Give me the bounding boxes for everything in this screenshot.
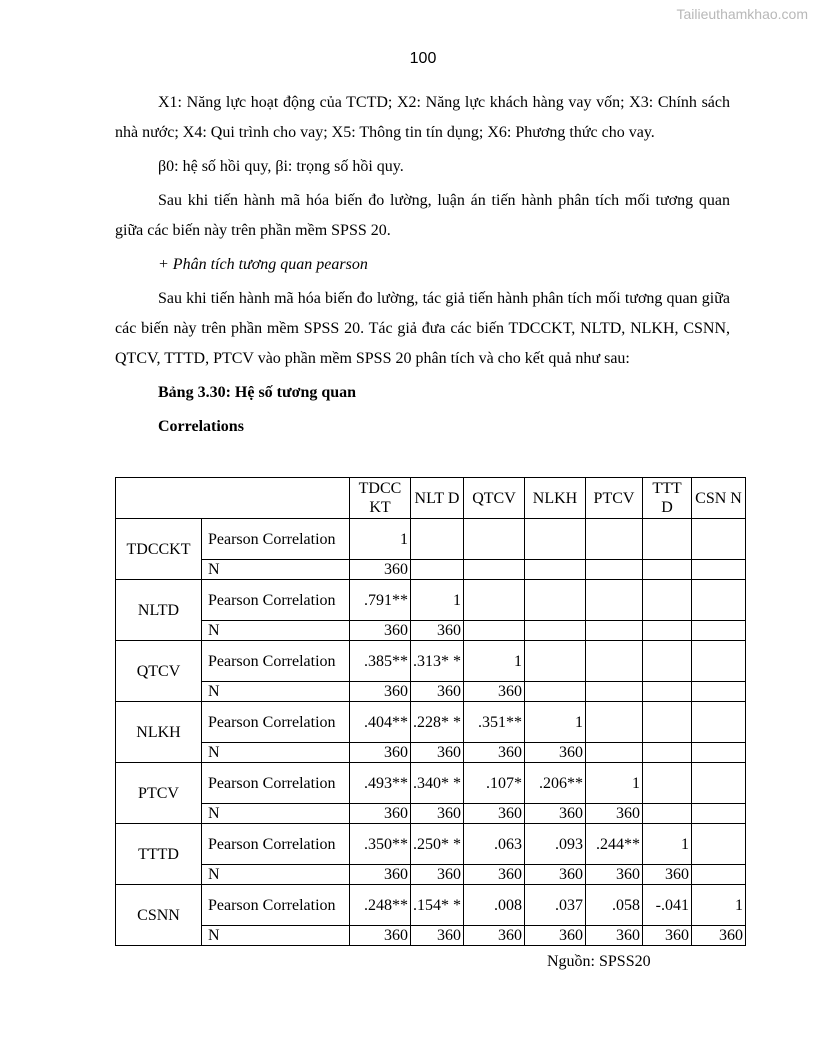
statistic-label: Pearson Correlation: [202, 885, 350, 926]
pearson-value-cell: .313* *: [411, 641, 464, 682]
n-value-cell: 360: [350, 804, 411, 824]
column-header: QTCV: [464, 478, 525, 519]
row-variable-name: CSNN: [116, 885, 202, 946]
table-row-n: [116, 926, 746, 946]
pearson-value-cell: [464, 519, 525, 560]
table-row-n: [116, 621, 746, 641]
pearson-value-cell: .154* *: [411, 885, 464, 926]
n-value-cell: 360: [350, 682, 411, 702]
pearson-value-cell: [692, 641, 746, 682]
pearson-value-cell: [692, 702, 746, 743]
statistic-label: Pearson Correlation: [202, 763, 350, 804]
pearson-value-cell: .206**: [525, 763, 586, 804]
table-row-n: [116, 682, 746, 702]
table-row-pearson: [116, 763, 746, 804]
pearson-value-cell: [692, 580, 746, 621]
n-value-cell: 360: [464, 926, 525, 946]
pearson-value-cell: .107*: [464, 763, 525, 804]
statistic-label: N: [202, 560, 350, 580]
pearson-value-cell: .093: [525, 824, 586, 865]
statistic-label: N: [202, 743, 350, 763]
pearson-value-cell: .385**: [350, 641, 411, 682]
n-value-cell: [643, 743, 692, 763]
row-variable-name: TDCCKT: [116, 519, 202, 580]
pearson-value-cell: .063: [464, 824, 525, 865]
column-header: PTCV: [586, 478, 643, 519]
body-text: [115, 88, 730, 446]
n-value-cell: [643, 682, 692, 702]
n-value-cell: [586, 743, 643, 763]
n-value-cell: 360: [586, 865, 643, 885]
pearson-value-cell: 1: [643, 824, 692, 865]
pearson-value-cell: [411, 519, 464, 560]
n-value-cell: 360: [464, 682, 525, 702]
n-value-cell: 360: [411, 621, 464, 641]
pearson-value-cell: [586, 519, 643, 560]
pearson-value-cell: .340* *: [411, 763, 464, 804]
row-variable-name: TTTD: [116, 824, 202, 885]
table-row-pearson: [116, 641, 746, 682]
pearson-value-cell: 1: [411, 580, 464, 621]
pearson-value-cell: 1: [464, 641, 525, 682]
n-value-cell: 360: [525, 865, 586, 885]
table-title: Bảng 3.30: Hệ số tương quan: [158, 384, 357, 401]
pearson-value-cell: [643, 519, 692, 560]
pearson-value-cell: .058: [586, 885, 643, 926]
statistic-label: Pearson Correlation: [202, 702, 350, 743]
pearson-value-cell: .250* *: [411, 824, 464, 865]
n-value-cell: 360: [525, 804, 586, 824]
n-value-cell: [692, 621, 746, 641]
n-value-cell: [692, 743, 746, 763]
n-value-cell: 360: [350, 865, 411, 885]
statistic-label: Pearson Correlation: [202, 519, 350, 560]
paragraph-analysis-intro: Sau khi tiến hành mã hóa biến đo lường, luận án tiến hành phân tích mối tương quan giữa các biến này trên phần mềm SPSS 20.: [115, 192, 730, 239]
statistic-label: Pearson Correlation: [202, 641, 350, 682]
pearson-value-cell: [692, 519, 746, 560]
row-variable-name: PTCV: [116, 763, 202, 824]
n-value-cell: [464, 560, 525, 580]
column-header: TDCC KT: [350, 478, 411, 519]
n-value-cell: 360: [411, 804, 464, 824]
n-value-cell: [692, 682, 746, 702]
source-note: Nguồn: SPSS20: [547, 953, 651, 970]
pearson-value-cell: 1: [692, 885, 746, 926]
pearson-value-cell: .248**: [350, 885, 411, 926]
pearson-value-cell: .244**: [586, 824, 643, 865]
table-row-pearson: [116, 580, 746, 621]
table-row-pearson: [116, 885, 746, 926]
n-value-cell: [692, 865, 746, 885]
n-value-cell: [525, 621, 586, 641]
n-value-cell: 360: [692, 926, 746, 946]
paragraph-coefficients: β0: hệ số hồi quy, βi: trọng số hồi quy.: [158, 158, 404, 175]
n-value-cell: 360: [350, 743, 411, 763]
paragraph-pearson-description: Sau khi tiến hành mã hóa biến đo lường, tác giả tiến hành phân tích mối tương quan giữa các biến này trên phần mềm SPSS 20. Tác giả đưa các biến TDCCKT, NLTD, NLKH, CSNN, QTCV, TTTD, PTCV vào phần mềm SPSS 20 phân tích và cho kết quả như sau:: [115, 290, 730, 367]
watermark: Tailieuthamkhao.com: [676, 6, 808, 22]
n-value-cell: 360: [411, 682, 464, 702]
pearson-value-cell: [586, 580, 643, 621]
table-row-pearson: [116, 519, 746, 560]
table-row-pearson: [116, 824, 746, 865]
correlations-table: [115, 477, 746, 946]
n-value-cell: [586, 621, 643, 641]
pearson-value-cell: 1: [525, 702, 586, 743]
pearson-value-cell: [525, 641, 586, 682]
pearson-value-cell: 1: [586, 763, 643, 804]
n-value-cell: [643, 804, 692, 824]
n-value-cell: 360: [411, 743, 464, 763]
pearson-value-cell: -.041: [643, 885, 692, 926]
table-row-pearson: [116, 702, 746, 743]
table-row-n: [116, 560, 746, 580]
pearson-value-cell: .791**: [350, 580, 411, 621]
pearson-value-cell: [525, 580, 586, 621]
n-value-cell: [643, 621, 692, 641]
pearson-value-cell: [586, 641, 643, 682]
statistic-label: N: [202, 621, 350, 641]
pearson-value-cell: [692, 763, 746, 804]
n-value-cell: 360: [464, 865, 525, 885]
n-value-cell: 360: [525, 743, 586, 763]
n-value-cell: 360: [586, 926, 643, 946]
pearson-value-cell: .008: [464, 885, 525, 926]
pearson-value-cell: [643, 580, 692, 621]
statistic-label: N: [202, 804, 350, 824]
pearson-value-cell: [692, 824, 746, 865]
pearson-value-cell: [643, 702, 692, 743]
pearson-value-cell: [464, 580, 525, 621]
row-variable-name: QTCV: [116, 641, 202, 702]
n-value-cell: [411, 560, 464, 580]
statistic-label: Pearson Correlation: [202, 824, 350, 865]
column-header: NLT D: [411, 478, 464, 519]
statistic-label: N: [202, 865, 350, 885]
row-variable-name: NLKH: [116, 702, 202, 763]
column-header: NLKH: [525, 478, 586, 519]
pearson-value-cell: .228* *: [411, 702, 464, 743]
pearson-value-cell: .404**: [350, 702, 411, 743]
paragraph-variables: X1: Năng lực hoạt động của TCTD; X2: Năng lực khách hàng vay vốn; X3: Chính sách nhà nước; X4: Qui trình cho vay; X5: Thông tin tín dụng; X6: Phương thức cho vay.: [115, 94, 730, 141]
section-heading-pearson: + Phân tích tương quan pearson: [158, 256, 368, 273]
statistic-label: Pearson Correlation: [202, 580, 350, 621]
n-value-cell: [464, 621, 525, 641]
pearson-value-cell: [643, 641, 692, 682]
table-row-n: [116, 804, 746, 824]
pearson-value-cell: .350**: [350, 824, 411, 865]
pearson-value-cell: [586, 702, 643, 743]
n-value-cell: [525, 560, 586, 580]
statistic-label: N: [202, 682, 350, 702]
n-value-cell: [586, 682, 643, 702]
n-value-cell: 360: [350, 926, 411, 946]
n-value-cell: 360: [643, 926, 692, 946]
table-subtitle: Correlations: [158, 418, 244, 435]
n-value-cell: 360: [411, 926, 464, 946]
pearson-value-cell: [643, 763, 692, 804]
statistic-label: N: [202, 926, 350, 946]
n-value-cell: 360: [586, 804, 643, 824]
table-row-n: [116, 743, 746, 763]
column-header: TTT D: [643, 478, 692, 519]
column-header: CSN N: [692, 478, 746, 519]
n-value-cell: 360: [464, 804, 525, 824]
table-row-n: [116, 865, 746, 885]
n-value-cell: [525, 682, 586, 702]
pearson-value-cell: 1: [350, 519, 411, 560]
n-value-cell: [643, 560, 692, 580]
row-variable-name: NLTD: [116, 580, 202, 641]
n-value-cell: 360: [350, 621, 411, 641]
n-value-cell: [586, 560, 643, 580]
n-value-cell: [692, 560, 746, 580]
n-value-cell: 360: [350, 560, 411, 580]
n-value-cell: 360: [411, 865, 464, 885]
n-value-cell: 360: [643, 865, 692, 885]
n-value-cell: 360: [525, 926, 586, 946]
table-header-row: [116, 478, 746, 519]
header-corner-cell: [116, 478, 350, 519]
n-value-cell: [692, 804, 746, 824]
pearson-value-cell: .037: [525, 885, 586, 926]
page-number: 100: [409, 50, 437, 67]
n-value-cell: 360: [464, 743, 525, 763]
pearson-value-cell: [525, 519, 586, 560]
pearson-value-cell: .493**: [350, 763, 411, 804]
pearson-value-cell: .351**: [464, 702, 525, 743]
